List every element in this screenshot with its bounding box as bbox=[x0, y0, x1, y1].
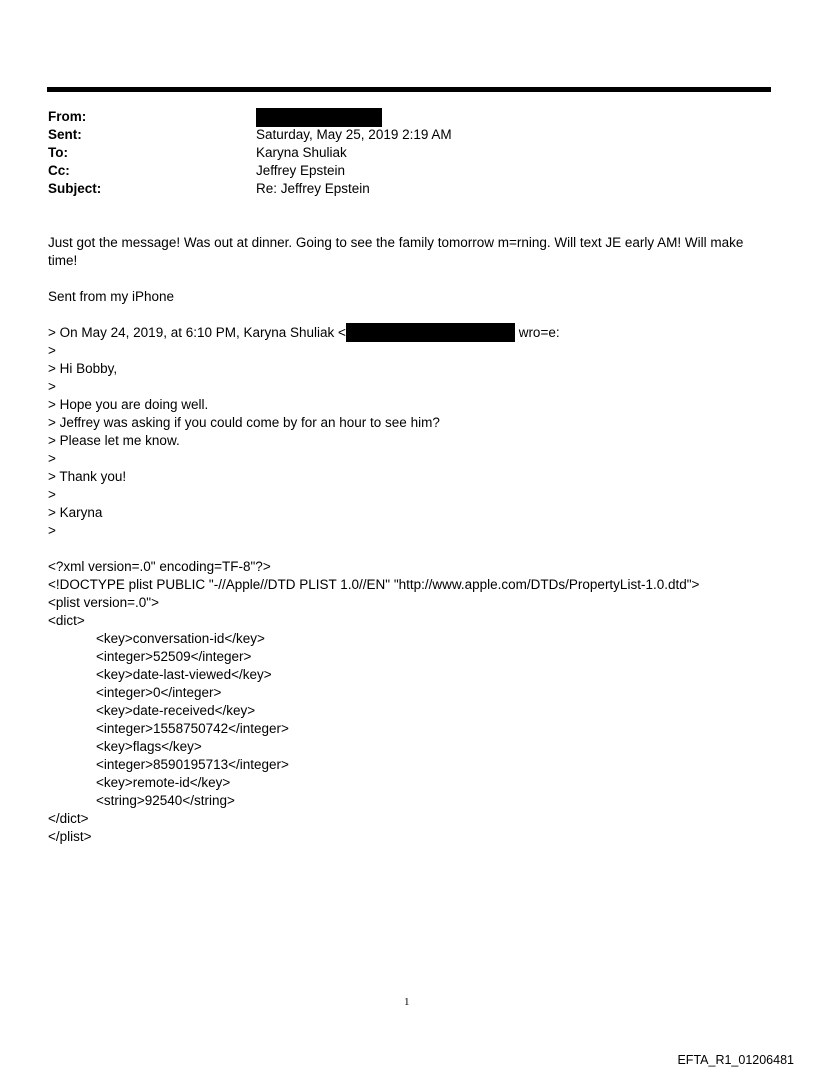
quote-intro-suffix: wro=e: bbox=[514, 325, 560, 340]
to-value: Karyna Shuliak bbox=[256, 145, 347, 160]
quote-line: > bbox=[48, 343, 56, 358]
sent-label: Sent: bbox=[48, 127, 82, 142]
subject-row bbox=[48, 180, 768, 198]
cc-value: Jeffrey Epstein bbox=[256, 163, 346, 178]
quote-line: > Hope you are doing well. bbox=[48, 397, 209, 412]
email-body bbox=[48, 234, 768, 846]
page-number: 1 bbox=[404, 996, 410, 1008]
quote-line: > bbox=[48, 379, 56, 394]
quote-intro bbox=[48, 324, 768, 342]
plist-entry: <key>remote-id</key> bbox=[96, 775, 231, 790]
plist-entry: <integer>52509</integer> bbox=[96, 649, 252, 664]
subject-label: Subject: bbox=[48, 181, 102, 196]
plist-entry: <string>92540</string> bbox=[96, 793, 235, 808]
quote-line: > bbox=[48, 487, 56, 502]
plist-entry: <integer>1558750742</integer> bbox=[96, 721, 289, 736]
to-row bbox=[48, 144, 768, 162]
quote-line: > bbox=[48, 451, 56, 466]
signature: Sent from my iPhone bbox=[48, 289, 175, 304]
document-id: EFTA_R1_01206481 bbox=[677, 1053, 794, 1067]
plist-doctype: <!DOCTYPE plist PUBLIC "-//Apple//DTD PLIST 1.0//EN" "http://www.apple.com/DTDs/PropertyList-1.0.dtd"> bbox=[48, 577, 700, 592]
quote-line: > Hi Bobby, bbox=[48, 361, 118, 376]
blank-line bbox=[48, 306, 768, 324]
blank-line bbox=[48, 270, 768, 288]
email-header bbox=[48, 108, 768, 198]
subject-value: Re: Jeffrey Epstein bbox=[256, 181, 370, 196]
quote-line: > Jeffrey was asking if you could come by for an hour to see him? bbox=[48, 415, 440, 430]
from-row bbox=[48, 108, 768, 126]
from-value bbox=[256, 108, 768, 126]
cc-label: Cc: bbox=[48, 163, 70, 178]
plist-open-tag: <plist version=.0"> bbox=[48, 595, 159, 610]
quote-line: > Thank you! bbox=[48, 469, 127, 484]
plist-entry: <key>conversation-id</key> bbox=[96, 631, 265, 646]
sent-value: Saturday, May 25, 2019 2:19 AM bbox=[256, 127, 452, 142]
plist-entry: <integer>0</integer> bbox=[96, 685, 222, 700]
reply-text: Just got the message! Was out at dinner. Going to see the family tomorrow m=rning. Will text JE early AM! Will make time! bbox=[48, 235, 744, 268]
quote-intro-text: > On May 24, 2019, at 6:10 PM, Karyna Shuliak < bbox=[48, 325, 346, 340]
to-label: To: bbox=[48, 145, 68, 160]
cc-row bbox=[48, 162, 768, 180]
plist-xml-declaration: <?xml version=.0" encoding=TF-8"?> bbox=[48, 559, 271, 574]
plist-entry: <key>flags</key> bbox=[96, 739, 202, 754]
header-divider bbox=[47, 87, 771, 92]
from-label: From: bbox=[48, 109, 87, 124]
quote-line: > bbox=[48, 523, 56, 538]
quote-line: > Please let me know. bbox=[48, 433, 180, 448]
plist-entry: <key>date-last-viewed</key> bbox=[96, 667, 272, 682]
plist-close-tag: </plist> bbox=[48, 829, 92, 844]
quote-line: > Karyna bbox=[48, 505, 103, 520]
redaction-box bbox=[256, 108, 382, 127]
plist-entry: <integer>8590195713</integer> bbox=[96, 757, 289, 772]
sent-row bbox=[48, 126, 768, 144]
redaction-box bbox=[346, 323, 515, 342]
blank-line bbox=[48, 540, 768, 558]
dict-open-tag: <dict> bbox=[48, 613, 85, 628]
plist-entry: <key>date-received</key> bbox=[96, 703, 256, 718]
dict-close-tag: </dict> bbox=[48, 811, 89, 826]
